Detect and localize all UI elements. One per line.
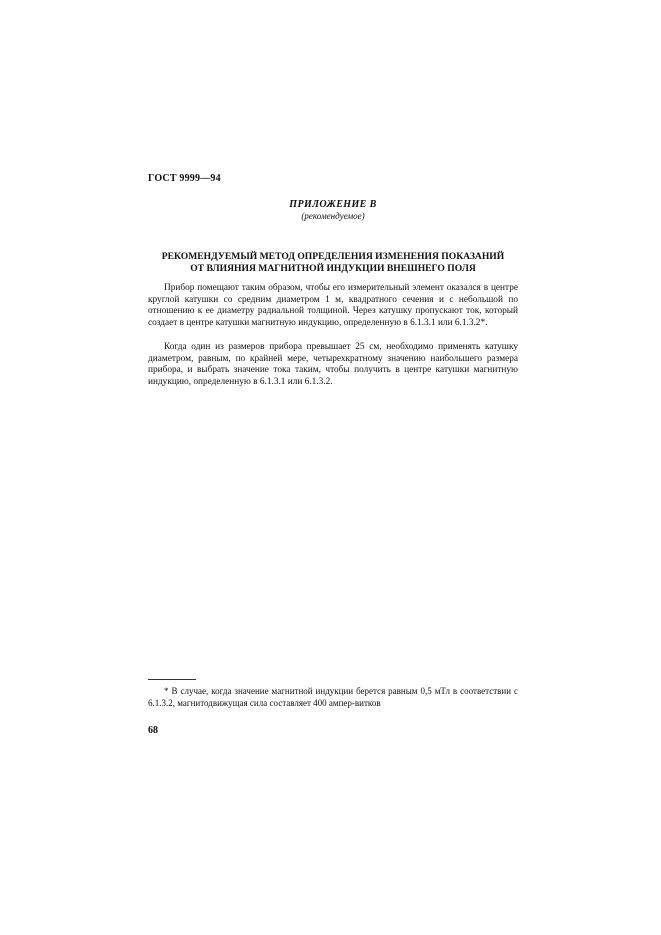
- appendix-title: ПРИЛОЖЕНИЕ В: [289, 199, 377, 210]
- section-heading: [148, 251, 518, 275]
- section-heading-line-2: ОТ ВЛИЯНИЯ МАГНИТНОЙ ИНДУКЦИИ ВНЕШНЕГО ПОЛЯ: [190, 263, 476, 274]
- standard-code: ГОСТ 9999—94: [148, 173, 221, 184]
- body-paragraph-1: Прибор помещают таким образом, чтобы его измерительный элемент оказался в центре круглой катушки со средним диаметром 1 м, квадратного сечения и с небольшой по отношению к ее диаметру радиальной толщиной. Через катушку пропускают ток, который создает в центре катушки магнитную индукцию, определенную в 6.1.3.1 или 6.1.3.2*.: [148, 283, 518, 328]
- section-heading-line-1: РЕКОМЕНДУЕМЫЙ МЕТОД ОПРЕДЕЛЕНИЯ ИЗМЕНЕНИЯ ПОКАЗАНИЙ: [161, 251, 505, 262]
- page-number: 68: [148, 725, 158, 736]
- footnote-divider: [148, 679, 196, 680]
- body-paragraph-2: Когда один из размеров прибора превышает 25 см, необходимо применять катушку диаметром, равным, по крайней мере, четырехкратному значению наибольшего размера прибора, и выбрать значение тока таким, чтобы получить в центре катушки магнитную индукцию, определенную в 6.1.3.1 или 6.1.3.2.: [148, 342, 518, 387]
- appendix-status: (рекомендуемое): [301, 211, 365, 221]
- footnote: * В случае, когда значение магнитной индукции берется равным 0,5 мТл в соответствии с 6.1.3.2, магнитодвижущая сила составляет 400 ампер-витков: [148, 686, 518, 708]
